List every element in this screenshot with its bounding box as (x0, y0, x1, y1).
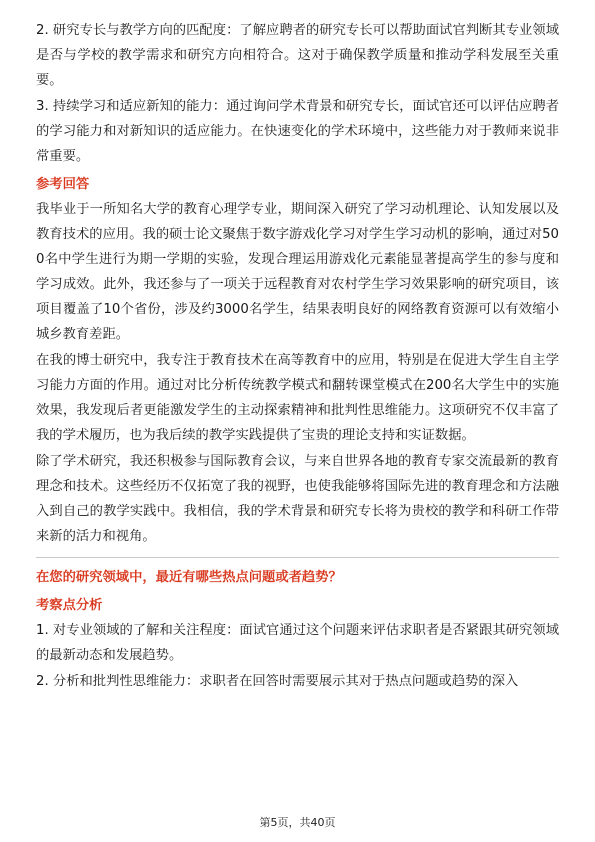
reference-answer-heading: 参考回答 (36, 177, 90, 192)
point-2: 2. 研究专长与教学方向的匹配度：了解应聘者的研究专长可以帮助面试官判断其专业领域是否与学校的教学需求和研究方向相符合。这对于确保教学质量和推动学科发展至关重要。 (36, 23, 559, 88)
reference-paragraph-2: 在我的博士研究中，我专注于教育技术在高等教育中的应用，特别是在促进大学生自主学习能力方面的作用。通过对比分析传统教学模式和翻转课堂模式在200名大学生中的实施效果，我发现后者更能激发学生的主动探索精神和批判性思维能力。这项研究不仅丰富了我的学术履历，也为我后续的教学实践提供了宝贵的理论支持和实证数据。 (36, 353, 559, 443)
analysis-point-2: 2. 分析和批判性思维能力：求职者在回答时需要展示其对于热点问题或趋势的深入 (36, 674, 519, 689)
page-footer: 第5页，共40页 (259, 816, 336, 829)
reference-paragraph-3: 除了学术研究，我还积极参与国际教育会议，与来自世界各地的教育专家交流最新的教育理念和技术。这些经历不仅拓宽了我的视野，也使我能够将国际先进的教育理念和方法融入到自己的教学实践中。我相信，我的学术背景和研究专长将为贵校的教学和科研工作带来新的活力和视角。 (36, 454, 559, 544)
reference-paragraph-1: 我毕业于一所知名大学的教育心理学专业，期间深入研究了学习动机理论、认知发展以及教育技术的应用。我的硕士论文聚焦于数字游戏化学习对学生学习动机的影响，通过对500名中学生进行为期一学期的实验，发现合理运用游戏化元素能显著提高学生的参与度和学习成效。此外，我还参与了一项关于远程教育对农村学生学习效果影响的研究项目，该项目覆盖了10个省份，涉及约3000名学生，结果表明良好的网络教育资源可以有效缩小城乡教育差距。 (36, 202, 559, 342)
point-3: 3. 持续学习和适应新知的能力：通过询问学术背景和研究专长，面试官还可以评估应聘者的学习能力和对新知识的适应能力。在快速变化的学术环境中，这些能力对于教师来说非常重要。 (36, 99, 559, 164)
section-divider (36, 557, 559, 558)
question-title: 在您的研究领域中，最近有哪些热点问题或者趋势？ (36, 570, 342, 585)
analysis-heading: 考察点分析 (36, 598, 103, 613)
analysis-point-1: 1. 对专业领域的了解和关注程度：面试官通过这个问题来评估求职者是否紧跟其研究领域的最新动态和发展趋势。 (36, 623, 559, 663)
page-content (36, 18, 559, 695)
